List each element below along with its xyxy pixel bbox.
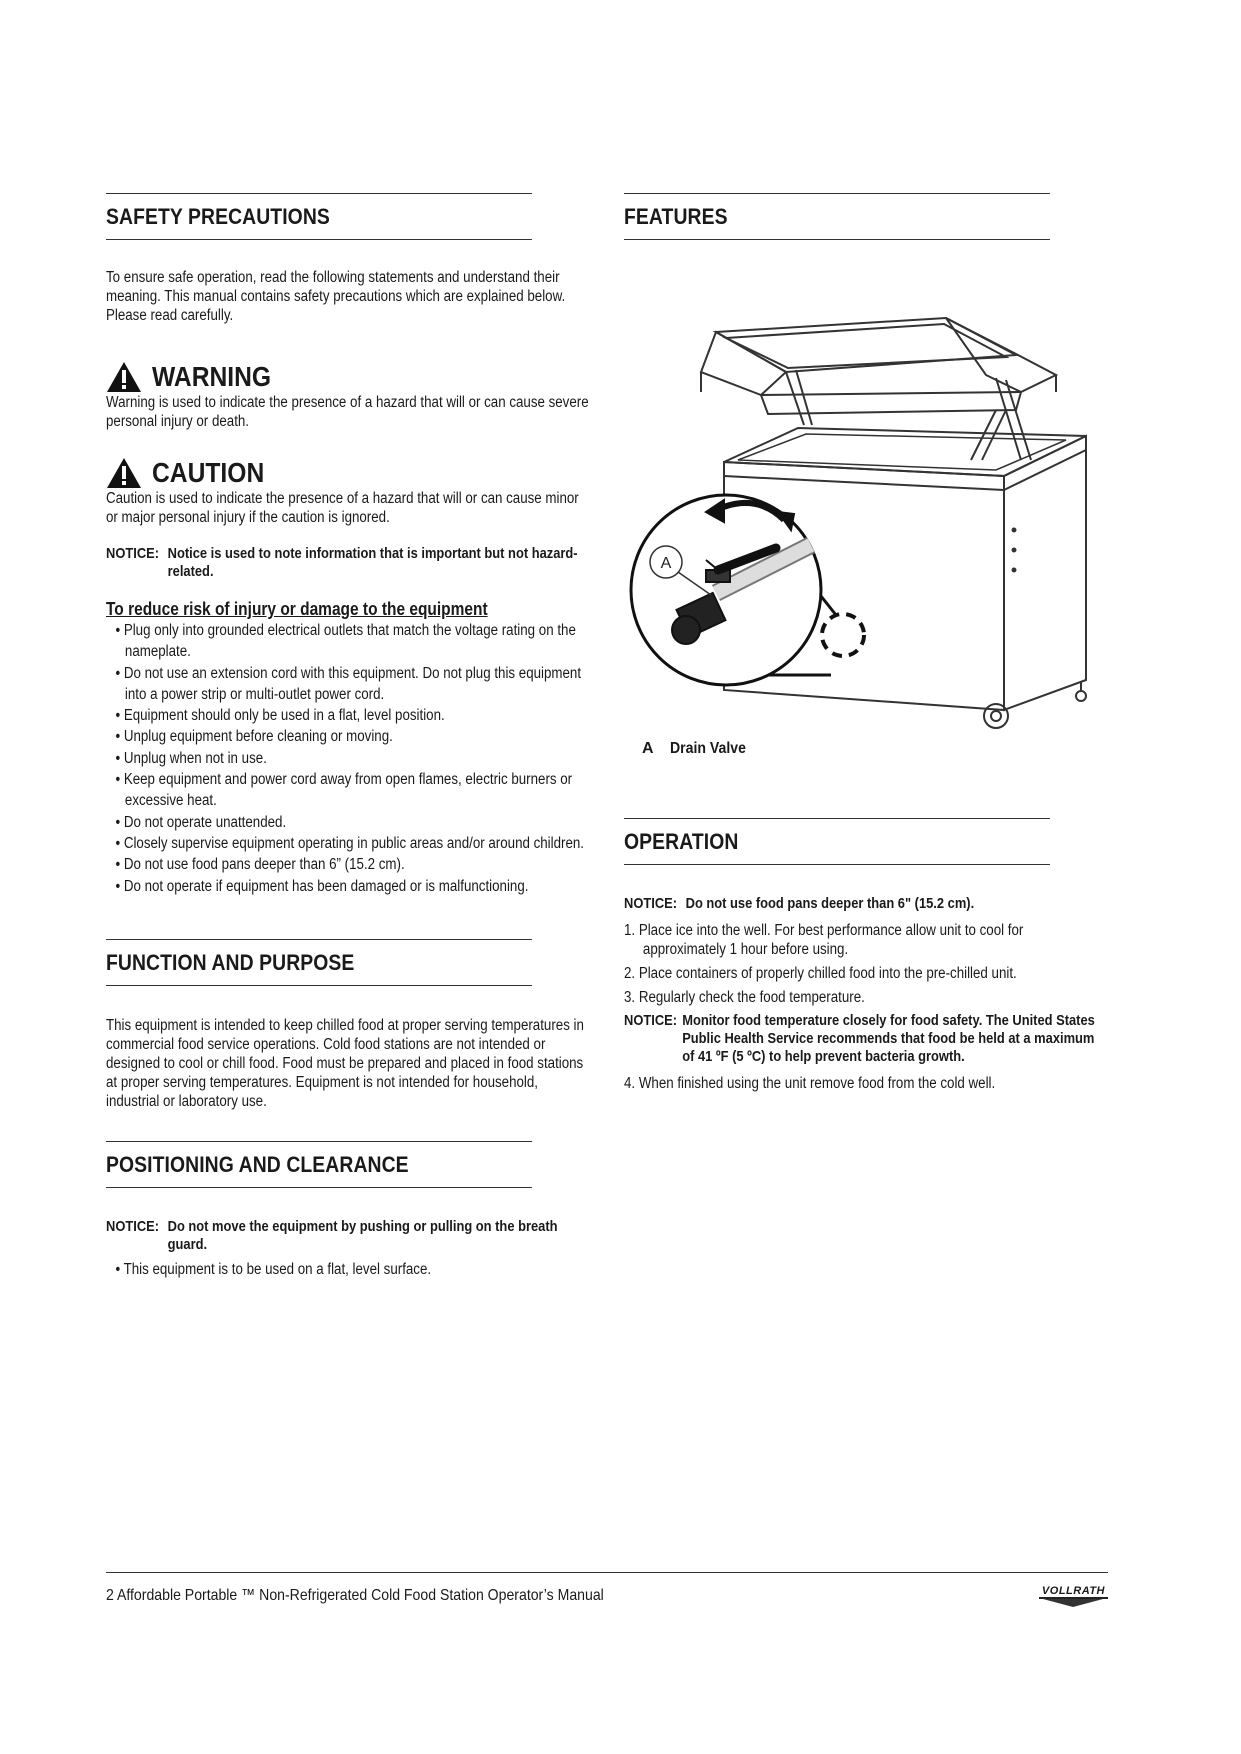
- list-item: 1. Place ice into the well. For best performance allow unit to cool for approximately 1 hour before using.: [624, 922, 1024, 958]
- warning-signal: [106, 361, 590, 393]
- caution-signal: [106, 457, 590, 489]
- notice-text: Do not move the equipment by pushing or pulling on the breath guard.: [167, 1217, 558, 1253]
- list-item: • Do not operate if equipment has been damaged or is malfunctioning.: [106, 876, 590, 897]
- operation-body: [624, 895, 1108, 1093]
- list-item: • Unplug when not in use.: [106, 748, 590, 769]
- safety-notice: [106, 545, 590, 581]
- list-item: • Keep equipment and power cord away from open flames, electric burners or excessive heat.: [106, 769, 590, 812]
- list-item: • Do not use an extension cord with this equipment. Do not plug this equipment into a power strip or multi-outlet power cord.: [106, 663, 590, 706]
- callout-a-label: A: [660, 555, 672, 572]
- list-item: • Plug only into grounded electrical outlets that match the voltage rating on the nameplate.: [106, 620, 590, 663]
- notice-label: NOTICE:: [106, 545, 160, 562]
- operation-steps: [624, 921, 1108, 1007]
- food-station-drawing: [626, 260, 1106, 730]
- page-footer: [106, 1572, 1108, 1607]
- caption-text: Drain Valve: [669, 740, 746, 757]
- notice-label: NOTICE:: [106, 1217, 160, 1235]
- features-heading: FEATURES: [624, 193, 1050, 240]
- risk-heading: To reduce risk of injury or damage to the equipment: [106, 599, 488, 619]
- caution-text: Caution is used to indicate the presence of a hazard that will or can cause minor or major personal injury if the caution is ignored.: [106, 490, 579, 526]
- left-column: [106, 193, 590, 1280]
- list-item: • Unplug equipment before cleaning or moving.: [106, 726, 590, 747]
- positioning-notice: [106, 1218, 590, 1254]
- notice-text: Do not use food pans deeper than 6" (15.2 cm).: [685, 895, 975, 912]
- list-item: • Closely supervise equipment operating in public areas and/or around children.: [106, 833, 590, 854]
- operation-notice-1: [624, 895, 1108, 913]
- warning-triangle-icon: [106, 361, 142, 393]
- safety-intro: To ensure safe operation, read the following statements and understand their meaning. This manual contains safety precautions which are explained below. Please read carefully.: [106, 269, 566, 324]
- caution-triangle-icon: [106, 457, 142, 489]
- function-text: This equipment is intended to keep chilled food at proper serving temperatures in commercial food service operations. Cold food stations are not intended or designed to cool or chill food. Food must be prepared and placed in food stations at proper serving temperatures. Equipment is not intended for household, industrial or laboratory use.: [106, 1016, 584, 1110]
- safety-precautions-heading: SAFETY PRECAUTIONS: [106, 193, 532, 240]
- caution-block: [106, 457, 590, 527]
- safety-intro-wrap: [106, 268, 590, 325]
- safety-notice-wrap: [106, 545, 590, 581]
- function-text-wrap: [106, 1016, 590, 1111]
- operation-heading: OPERATION: [624, 818, 1050, 865]
- warning-text: Warning is used to indicate the presence of a hazard that will or can cause severe personal injury or death.: [106, 394, 589, 430]
- caption-letter: A: [642, 740, 654, 757]
- function-purpose-heading: FUNCTION AND PURPOSE: [106, 939, 532, 986]
- list-item: 3. Regularly check the food temperature.: [624, 989, 865, 1006]
- warning-label: WARNING: [152, 361, 272, 392]
- right-column: [624, 193, 1108, 1098]
- list-item: 4. When finished using the unit remove food from the cold well.: [624, 1075, 996, 1092]
- list-item: • Do not operate unattended.: [106, 812, 590, 833]
- caution-text-wrap: [106, 489, 590, 527]
- list-item: • Equipment should only be used in a flat, level position.: [106, 705, 590, 726]
- warning-text-wrap: [106, 393, 590, 431]
- warning-block: [106, 361, 590, 431]
- risk-list: [106, 620, 590, 897]
- positioning-clearance-heading: POSITIONING AND CLEARANCE: [106, 1141, 532, 1188]
- logo-swoosh-icon: [1043, 1599, 1103, 1607]
- positioning-notice-wrap: [106, 1218, 590, 1280]
- notice-text: Notice is used to note information that is important but not hazard-related.: [167, 545, 578, 580]
- footer-text: 2 Affordable Portable ™ Non-Refrigerated Cold Food Station Operator’s Manual: [106, 1587, 604, 1604]
- list-item: • This equipment is to be used on a flat, level surface.: [106, 1259, 590, 1280]
- notice-label: NOTICE:: [624, 1012, 678, 1029]
- vollrath-logo: [1039, 1585, 1108, 1607]
- figure-caption: [624, 740, 1108, 758]
- list-item: 2. Place containers of properly chilled food into the pre-chilled unit.: [624, 965, 1017, 982]
- logo-wordmark: VOLLRATH: [1039, 1585, 1108, 1599]
- operation-steps-final: [624, 1074, 1108, 1093]
- list-item: • Do not use food pans deeper than 6” (15.2 cm).: [106, 854, 590, 875]
- risk-block: [106, 599, 590, 897]
- positioning-list: [106, 1259, 590, 1280]
- food-station-illustration: [626, 260, 1106, 730]
- operation-notice-2: [624, 1012, 1108, 1066]
- caution-label: CAUTION: [152, 457, 265, 488]
- notice-label: NOTICE:: [624, 895, 678, 912]
- notice-text: Monitor food temperature closely for food safety. The United States Public Health Service recommends that food be held at a maximum of 41 ºF (5 ºC) to help prevent bacteria growth.: [682, 1012, 1095, 1065]
